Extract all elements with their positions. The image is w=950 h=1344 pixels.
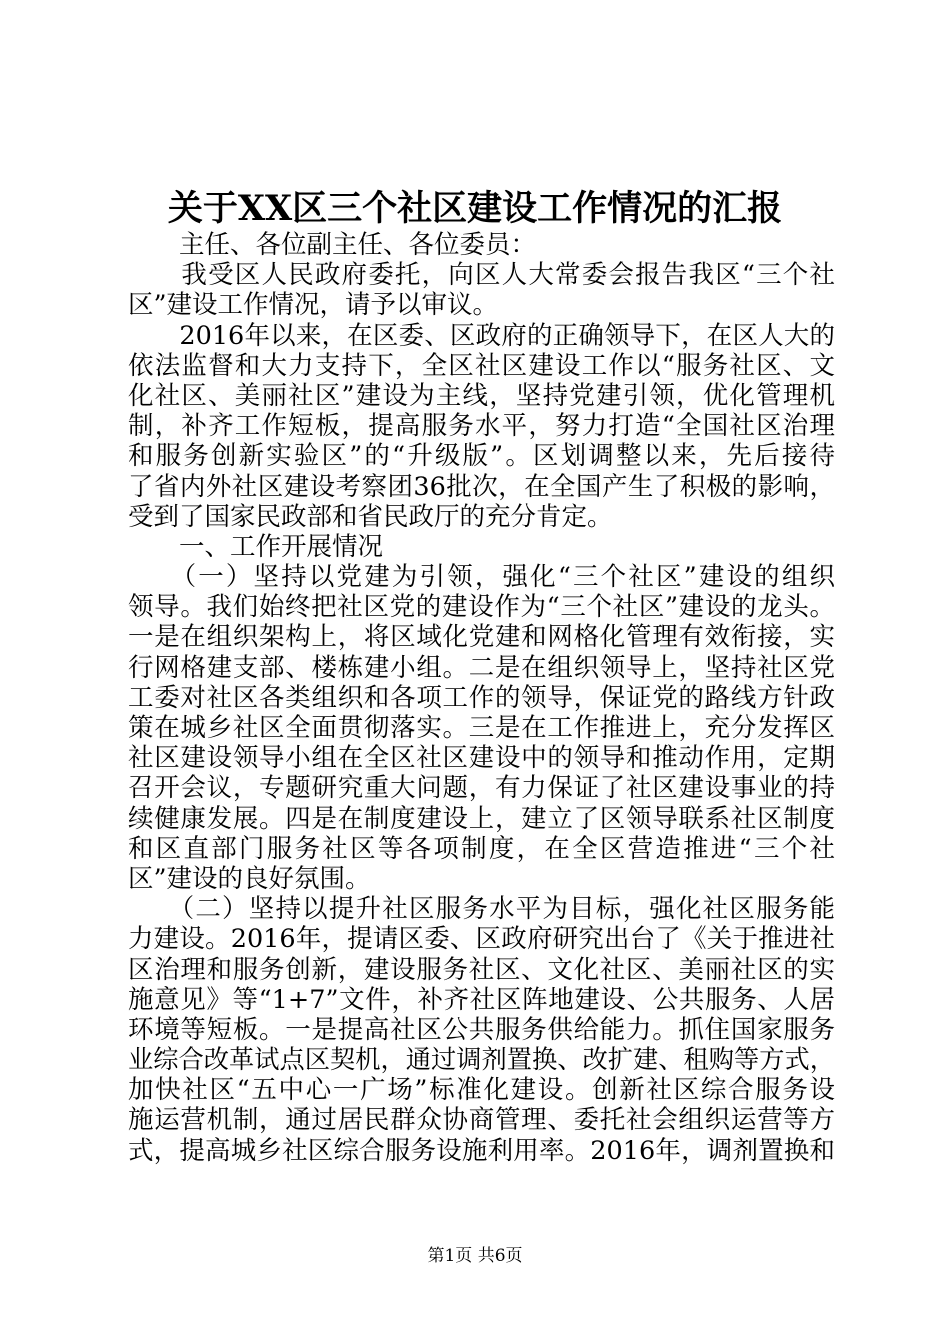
- body-text-line: 一是在组织架构上，将区域化党建和网格化管理有效衔接，实: [128, 622, 835, 653]
- body-text-line: 社区建设领导小组在全区社区建设中的领导和推动作用，定期: [128, 743, 835, 774]
- body-text-line: 施运营机制，通过居民群众协商管理、委托社会组织运营等方: [128, 1105, 835, 1136]
- body-text-line: 主任、各位副主任、各位委员：: [128, 230, 537, 260]
- body-text-line: 我受区人民政府委托，向区人大常委会报告我区“三个社: [128, 260, 835, 291]
- body-text-line: 工委对社区各类组织和各项工作的领导，保证党的路线方针政: [128, 682, 835, 713]
- body-text-line: 依法监督和大力支持下，全区社区建设工作以“服务社区、文: [128, 350, 835, 381]
- body-text-line: 受到了国家民政部和省民政厅的充分肯定。: [128, 501, 613, 532]
- body-text-line: 和服务创新实验区”的“升级版”。区划调整以来，先后接待: [128, 441, 835, 472]
- body-text-line: 和区直部门服务社区等各项制度，在全区营造推进“三个社: [128, 833, 835, 864]
- page-number-footer: 第1页 共6页: [427, 1246, 523, 1266]
- body-text-line: 策在城乡社区全面贯彻落实。三是在工作推进上，充分发挥区: [128, 713, 835, 743]
- body-text-line: 业综合改革试点区契机，通过调剂置换、改扩建、租购等方式，: [128, 1045, 836, 1076]
- body-text-line: 2016年以来，在区委、区政府的正确领导下，在区人大的: [128, 320, 835, 351]
- body-text-line: （二）坚持以提升社区服务水平为目标，强化社区服务能: [128, 894, 835, 925]
- body-text-line: 化社区、美丽社区”建设为主线，坚持党建引领，优化管理机: [128, 380, 835, 411]
- body-text-line: 领导。我们始终把社区党的建设作为“三个社区”建设的龙头。: [128, 592, 835, 623]
- body-text-line: 了省内外社区建设考察团36批次，在全国产生了积极的影响，: [128, 471, 835, 502]
- body-text-line: 制，补齐工作短板，提高服务水平，努力打造“全国社区治理: [128, 411, 835, 442]
- body-text-line: 加快社区“五中心一广场”标准化建设。创新社区综合服务设: [128, 1075, 835, 1106]
- body-text-line: 式，提高城乡社区综合服务设施利用率。2016年，调剂置换和: [128, 1135, 835, 1166]
- body-text-line: 环境等短板。一是提高社区公共服务供给能力。抓住国家服务: [128, 1014, 835, 1045]
- body-text-line: 区”建设的良好氛围。: [128, 863, 371, 894]
- body-text-line: 区”建设工作情况，请予以审议。: [128, 290, 499, 321]
- body-text-line: 续健康发展。四是在制度建设上，建立了区领导联系社区制度: [128, 803, 835, 834]
- body-text-line: 行网格建支部、楼栋建小组。二是在组织领导上，坚持社区党: [128, 652, 835, 683]
- document-title: 关于XX区三个社区建设工作情况的汇报: [167, 188, 783, 229]
- body-text-line: 召开会议，专题研究重大问题，有力保证了社区建设事业的持: [128, 773, 835, 804]
- body-text-line: （一）坚持以党建为引领，强化“三个社区”建设的组织: [128, 562, 835, 593]
- body-text-line: 一、工作开展情况: [128, 531, 384, 562]
- body-text-line: 力建设。2016年，提请区委、区政府研究出台了《关于推进社: [128, 924, 835, 955]
- body-text-line: 施意见》等“1+7”文件，补齐社区阵地建设、公共服务、人居: [128, 984, 835, 1015]
- body-text-line: 区治理和服务创新，建设服务社区、文化社区、美丽社区的实: [128, 954, 835, 985]
- document-body: [128, 230, 835, 1166]
